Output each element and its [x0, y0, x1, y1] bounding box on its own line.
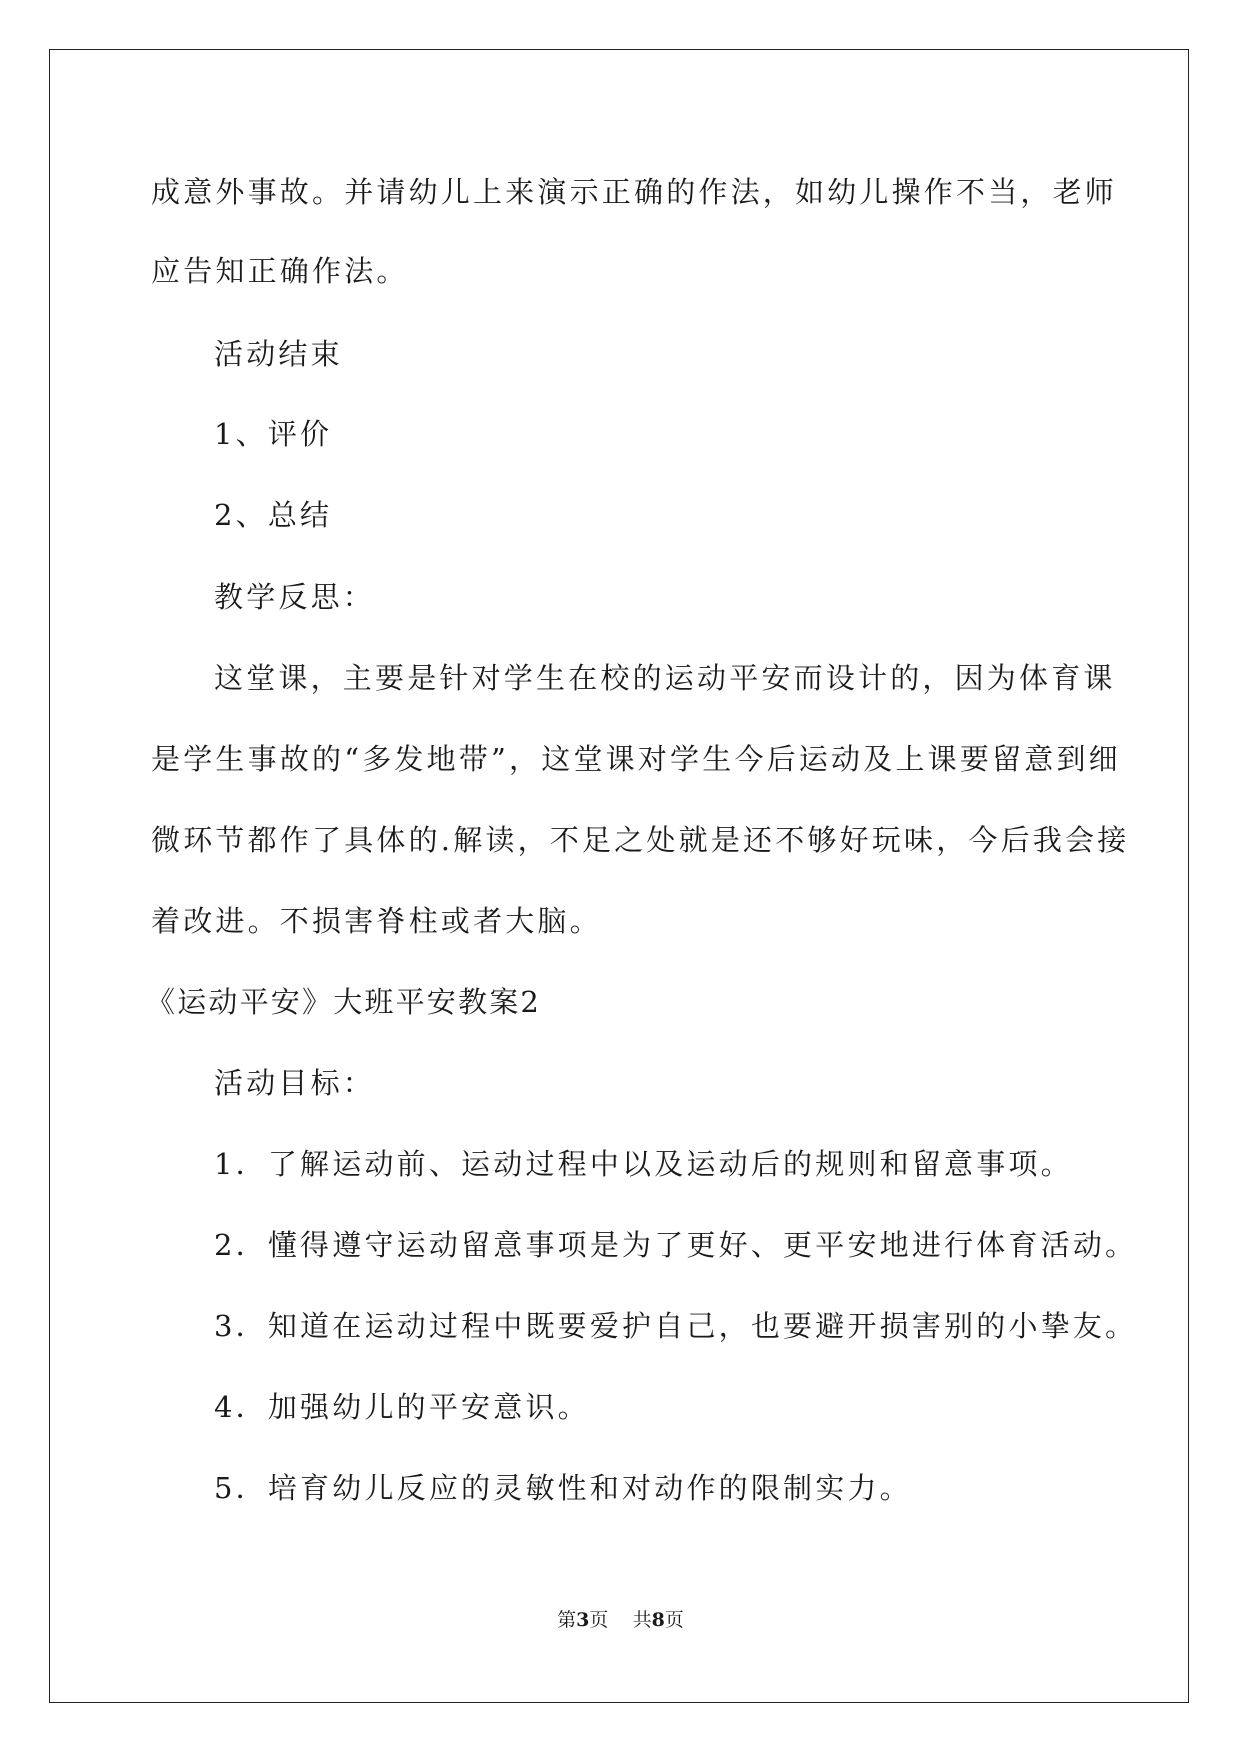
- paragraph-line: 是学生事故的“多发地带”，这堂课对学生今后运动及上课要留意到细: [151, 742, 1121, 776]
- section-heading: 教学反思：: [214, 580, 376, 614]
- paragraph-line: 这堂课，主要是针对学生在校的运动平安而设计的，因为体育课: [214, 661, 1116, 695]
- list-item: 5．培育幼儿反应的灵敏性和对动作的限制实力。: [214, 1471, 912, 1505]
- paragraph-line: 成意外事故。并请幼儿上来演示正确的作法，如幼儿操作不当，老师: [151, 175, 1118, 209]
- page-border: [49, 49, 1189, 1703]
- footer-page-suffix: 页: [589, 1609, 609, 1631]
- paragraph-line: 应告知正确作法。: [151, 254, 409, 288]
- section-heading: 活动结束: [214, 337, 343, 371]
- list-item: 4．加强幼儿的平安意识。: [214, 1390, 590, 1424]
- list-item: 1、评价: [214, 417, 333, 451]
- total-page-count: 8: [651, 1609, 665, 1631]
- footer-prefix: 第: [557, 1609, 577, 1631]
- list-item: 2、总结: [214, 498, 333, 532]
- section-heading: 活动目标：: [214, 1066, 376, 1100]
- document-title: 《运动平安》大班平安教案2: [146, 985, 542, 1019]
- footer-total-prefix: 共: [632, 1609, 652, 1631]
- footer-total-suffix: 页: [664, 1609, 684, 1631]
- current-page-number: 3: [576, 1609, 590, 1631]
- paragraph-line: 微环节都作了具体的.解读，不足之处就是还不够好玩味，今后我会接: [151, 823, 1130, 857]
- page-footer: [0, 1608, 1241, 1632]
- list-item: 3．知道在运动过程中既要爱护自己，也要避开损害别的小挚友。: [214, 1309, 1138, 1343]
- list-item: 2．懂得遵守运动留意事项是为了更好、更平安地进行体育活动。: [214, 1228, 1138, 1262]
- list-item: 1．了解运动前、运动过程中以及运动后的规则和留意事项。: [214, 1147, 1073, 1181]
- paragraph-line: 着改进。不损害脊柱或者大脑。: [151, 904, 602, 938]
